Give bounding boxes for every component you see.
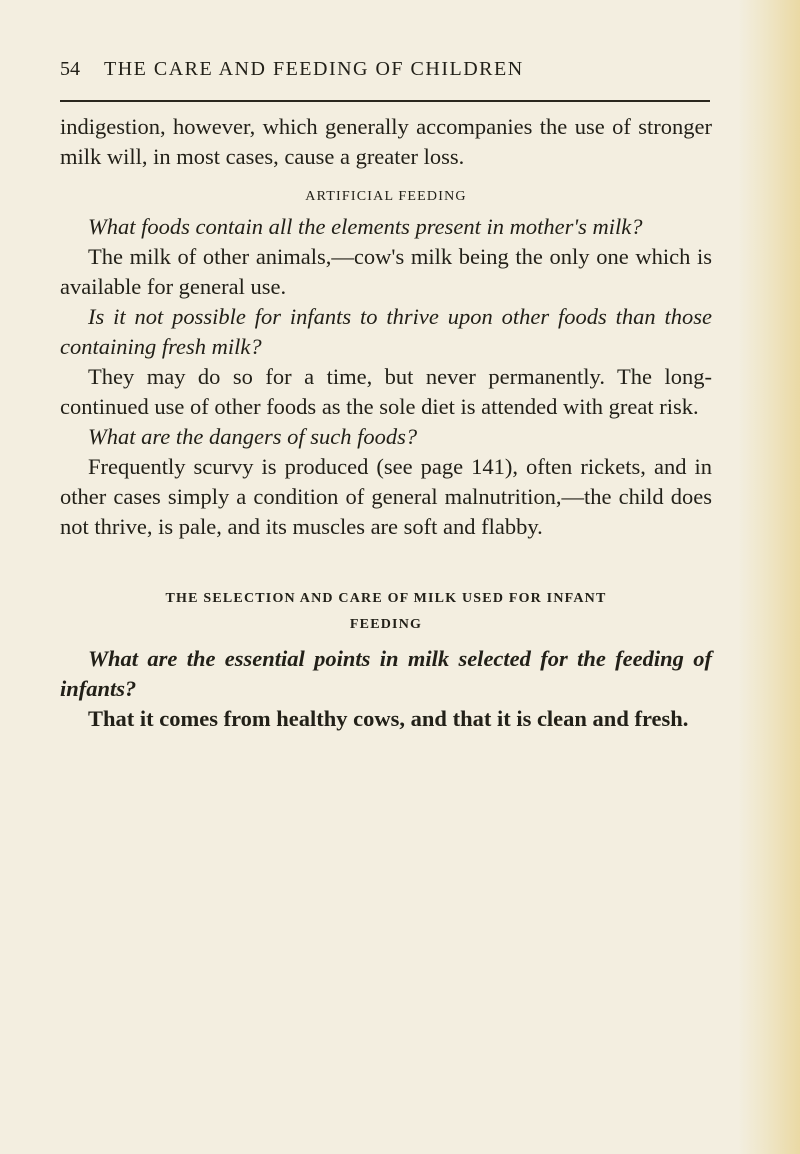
running-head [60,58,712,82]
question-2: Is it not possible for infants to thrive upon other foods than those containing fresh milk? [60,304,712,359]
page-edge-shadow [738,0,800,1154]
section-heading-selection-line-1: THE SELECTION AND CARE OF MILK USED FOR INFANT [165,591,607,606]
answer-3: Frequently scurvy is produced (see page 141), often rickets, and in other cases simply a condition of general malnutrition,—the child does not thrive, is pale, and its muscles are soft and flabby. [60,454,712,539]
paragraph-intro: indigestion, however, which generally accompanies the use of stronger milk will, in most cases, cause a greater loss. [60,114,712,169]
section-heading-artificial-feeding: ARTIFICIAL FEEDING [305,189,467,204]
question-3: What are the dangers of such foods? [88,424,418,449]
page-number: 54 [60,58,80,80]
header-rule [60,100,710,102]
section-heading-selection-line-2: FEEDING [349,617,423,632]
answer-2: They may do so for a time, but never permanently. The long-continued use of other foods as the sole diet is attended with great risk. [60,364,712,419]
section-heading-selection-of-milk [60,586,712,638]
answer-1: The milk of other animals,—cow's milk being the only one which is available for general use. [60,244,712,299]
page-body [60,112,712,734]
book-page [60,58,712,734]
running-head-title: THE CARE AND FEEDING OF CHILDREN [104,58,524,80]
answer-4: That it comes from healthy cows, and that it is clean and fresh. [88,706,689,731]
question-1: What foods contain all the elements present in mother's milk? [88,214,643,239]
question-4: What are the essential points in milk selected for the feeding of infants? [60,646,712,701]
